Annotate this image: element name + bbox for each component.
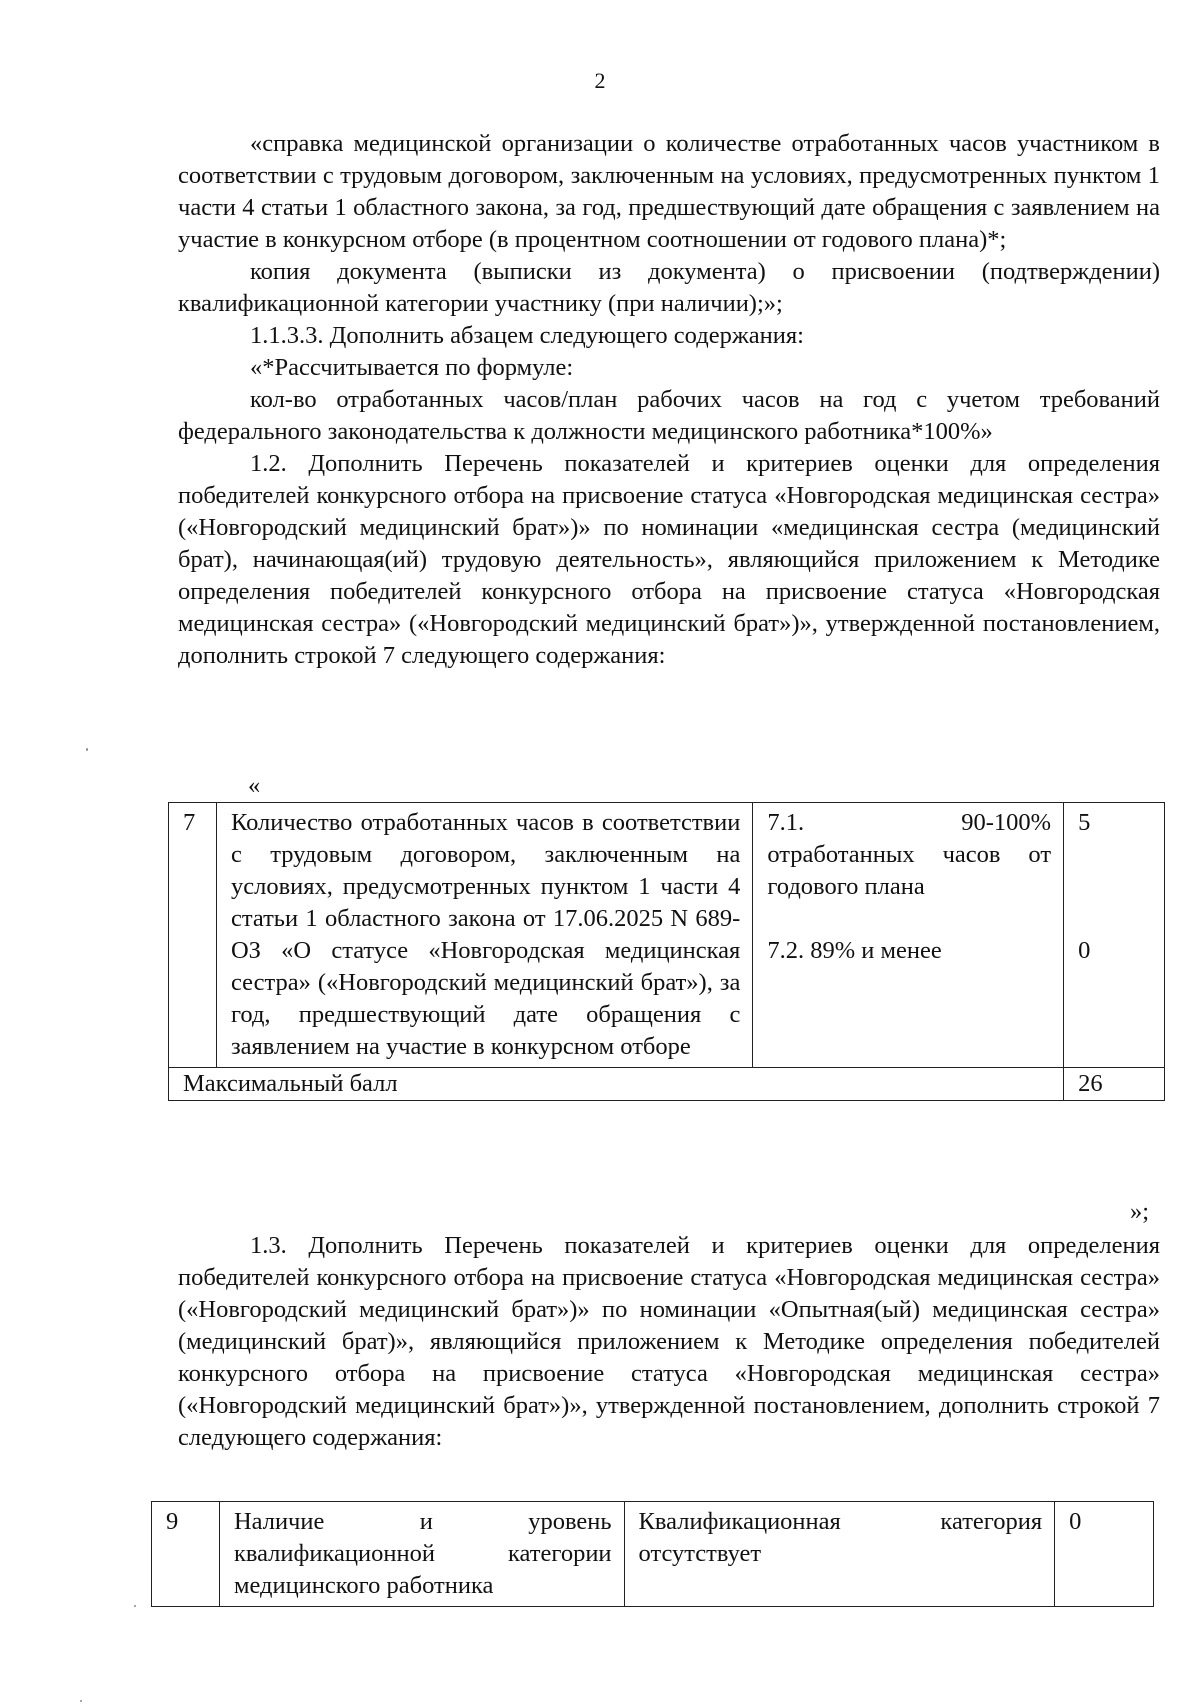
page-number: 2 [594,68,606,93]
points-cell [1064,803,1165,1068]
paragraph-1-1-3-3: 1.1.3.3. Дополнить абзацем следующего содержания: [250,322,804,349]
table-row [169,803,1165,1068]
criteria-cell [753,803,1064,1068]
indicator-cell: Наличие и уровень квалификационной категории медицинского работника [219,1502,624,1607]
paragraph-formula: кол-во отработанных часов/план рабочих часов на год с учетом требований федерального законодательства к должности медицинского работника*100%» [178,386,1160,445]
row-number: 7 [169,803,217,1068]
scan-speck [134,1605,136,1607]
paragraph-formula-intro: «*Рассчитывается по формуле: [250,354,574,381]
max-score-label: Максимальный балл [169,1068,1064,1101]
criterion-7-2: 7.2. 89% и менее [767,937,942,964]
paragraph-category-copy: копия документа (выписки из документа) о присвоении (подтверждении) квалификационной категории участнику (при наличии);»; [178,258,1160,317]
points-7-2: 0 [1078,937,1091,964]
top-text-block [178,128,1160,672]
criteria-table-row-7 [168,802,1165,1101]
table1-close-quote: »; [1130,1198,1150,1225]
criterion-7-1: 7.1. 90-100% отработанных часов от годового плана [767,809,1052,900]
scan-speck [86,748,88,751]
table-row [152,1502,1154,1607]
indicator-cell: Количество отработанных часов в соответствии с трудовым договором, заключенным на условиях, предусмотренных пунктом 1 части 4 статьи 1 областного закона от 17.06.2025 N 689-ОЗ «О статусе «Новгородская медицинская сестра» («Новгородский медицинский брат»), за год, предшествующий дате обращения с заявлением на участие в конкурсном отборе [216,803,752,1068]
paragraph-certificate: «справка медицинской организации о количестве отработанных часов участником в соответствии с трудовым договором, заключенным на условиях, предусмотренных пунктом 1 части 4 статьи 1 областного закона, за год, предшествующий дате обращения с заявлением на участие в конкурсном отборе (в процентном соотношении от годового плана)*; [178,130,1160,253]
table1-open-quote: « [248,772,261,799]
criteria-table-row-9 [151,1501,1154,1607]
row-number: 9 [152,1502,220,1607]
points-7-1: 5 [1078,809,1091,836]
paragraph-1-2: 1.2. Дополнить Перечень показателей и критериев оценки для определения победителей конкурсного отбора на присвоение статуса «Новгородская медицинская сестра» («Новгородский медицинский брат»)» по номинации «медицинская сестра (медицинский брат), начинающая(ий) трудовую деятельность», являющийся приложением к Методике определения победителей конкурсного отбора на присвоение статуса «Новгородская медицинская сестра» («Новгородский медицинский брат»)», утвержденной постановлением, дополнить строкой 7 следующего содержания: [178,450,1160,669]
max-score-value: 26 [1064,1068,1165,1101]
points-cell: 0 [1055,1502,1154,1607]
paragraph-1-3: 1.3. Дополнить Перечень показателей и критериев оценки для определения победителей конкурсного отбора на присвоение статуса «Новгородская медицинская сестра» («Новгородский медицинский брат»)» по номинации «Опытная(ый) медицинская сестра» (медицинский брат)», являющийся приложением к Методике определения победителей конкурсного отбора на присвоение статуса «Новгородская медицинская сестра» («Новгородский медицинский брат»)», утвержденной постановлением, дополнить строкой 7 следующего содержания: [178,1232,1160,1451]
bottom-text-block [178,1230,1160,1454]
table-total-row [169,1068,1165,1101]
criterion-cell: Квалификационная категория отсутствует [624,1502,1055,1607]
